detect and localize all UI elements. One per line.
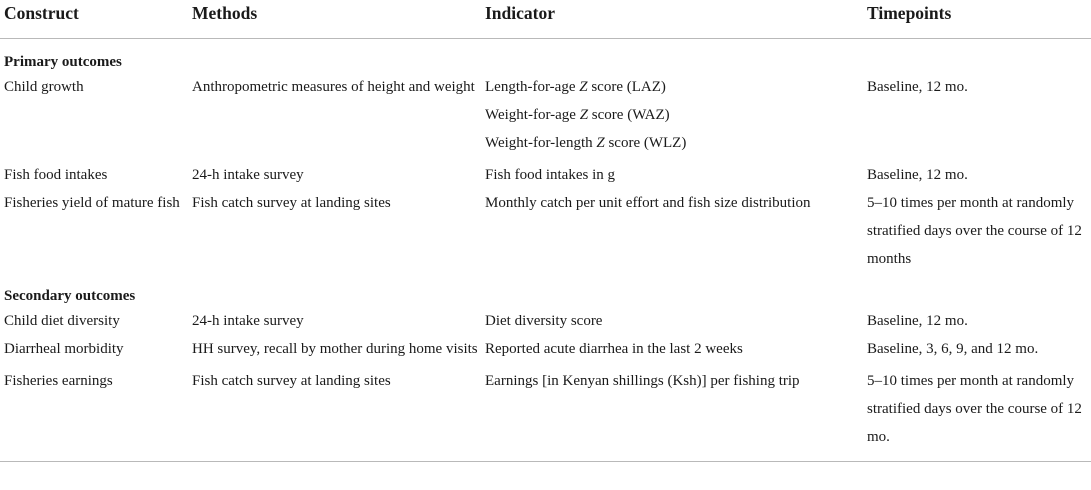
header-methods: Methods (188, 0, 481, 39)
table-row-child-growth (0, 73, 1091, 157)
table-header (0, 0, 1091, 39)
table-row-fisheries-yield (0, 189, 1091, 273)
table-row-diet-diversity (0, 307, 1091, 335)
cell-methods: 24-h intake survey (192, 167, 304, 183)
cell-construct: Child growth (4, 79, 84, 95)
section-row-secondary (0, 273, 1091, 307)
indicator-wlz: Weight-for-length Z score (WLZ) (485, 135, 687, 151)
header-row (0, 0, 1091, 39)
indicator-waz: Weight-for-age Z score (WAZ) (485, 107, 670, 123)
table-body (0, 39, 1091, 462)
cell-construct: Fisheries yield of mature fish (4, 195, 180, 211)
cell-methods: 24-h intake survey (192, 313, 304, 329)
header-construct: Construct (0, 0, 188, 39)
cell-timepoints: Baseline, 3, 6, 9, and 12 mo. (867, 341, 1039, 357)
section-row-primary (0, 39, 1091, 74)
cell-methods: Anthropometric measures of height and weight (192, 79, 475, 95)
header-timepoints: Timepoints (863, 0, 1091, 39)
cell-construct: Diarrheal morbidity (4, 341, 124, 357)
cell-timepoints: Baseline, 12 mo. (867, 167, 968, 183)
cell-methods: Fish catch survey at landing sites (188, 363, 481, 462)
cell-indicator: Diet diversity score (485, 313, 603, 329)
table-row-fish-food (0, 157, 1091, 189)
cell-indicator: Earnings [in Kenyan shillings (Ksh)] per fishing trip (481, 363, 863, 462)
cell-construct: Fish food intakes (4, 167, 108, 183)
cell-timepoints: Baseline, 12 mo. (867, 313, 968, 329)
table-row-diarrheal (0, 335, 1091, 363)
section-title-secondary: Secondary outcomes (4, 288, 136, 304)
cell-indicator: Reported acute diarrhea in the last 2 weeks (485, 341, 743, 357)
cell-construct: Fisheries earnings (0, 363, 188, 462)
cell-construct: Child diet diversity (4, 313, 120, 329)
cell-timepoints: Baseline, 12 mo. (867, 79, 968, 95)
table-row-earnings (0, 363, 1091, 462)
cell-timepoints: 5–10 times per month at randomly stratified days over the course of 12 months (867, 195, 1082, 267)
cell-methods: HH survey, recall by mother during home visits (192, 341, 478, 357)
header-indicator: Indicator (481, 0, 863, 39)
cell-methods: Fish catch survey at landing sites (192, 195, 391, 211)
cell-indicator: Fish food intakes in g (485, 167, 615, 183)
section-title-primary: Primary outcomes (4, 54, 122, 70)
cell-indicator: Monthly catch per unit effort and fish size distribution (485, 195, 811, 211)
cell-indicator (481, 73, 863, 157)
cell-timepoints: 5–10 times per month at randomly stratified days over the course of 12 mo. (863, 363, 1091, 462)
indicator-laz: Length-for-age Z score (LAZ) (485, 79, 666, 95)
